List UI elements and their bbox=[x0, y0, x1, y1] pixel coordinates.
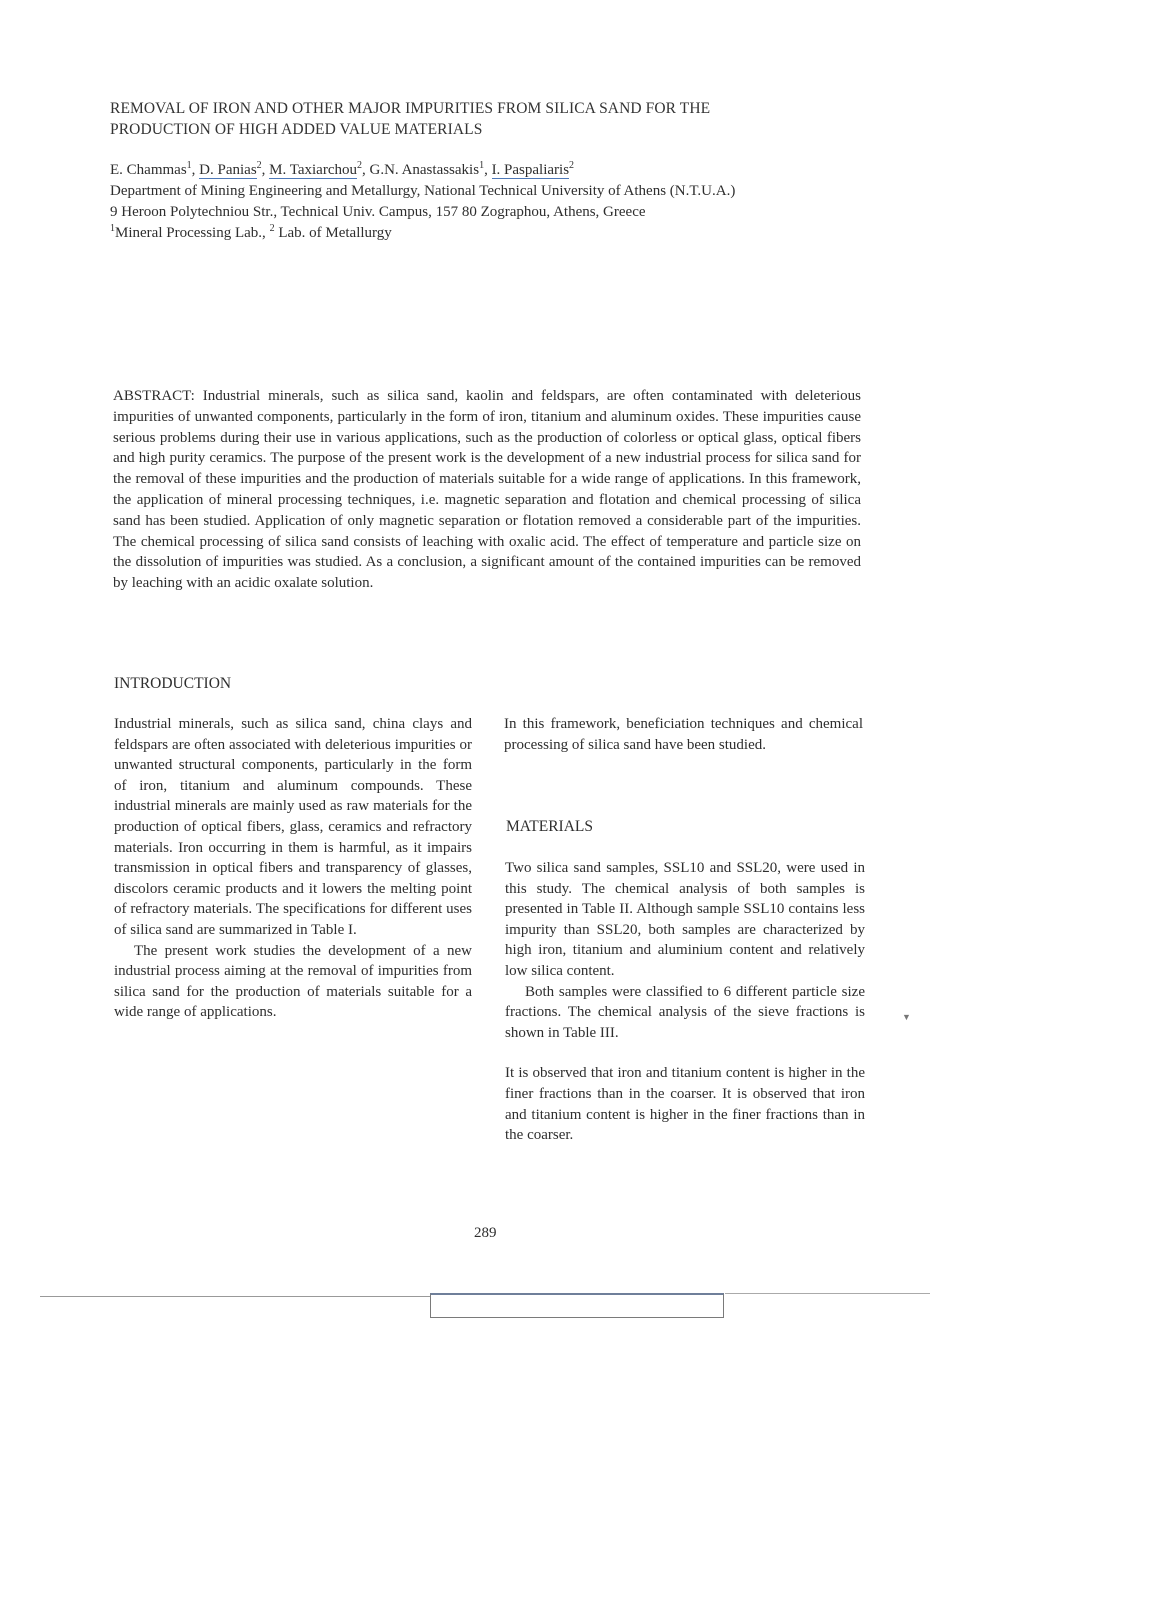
introduction-paragraph-3: In this framework, beneficiation techniques and chemical processing of silica sand have been studied. bbox=[504, 716, 863, 753]
paper-title bbox=[110, 98, 870, 140]
affiliation-labs bbox=[110, 223, 970, 244]
right-column-top bbox=[504, 714, 863, 755]
lab-name-2: Lab. of Metallurgy bbox=[274, 225, 392, 241]
scan-speck: ▼ bbox=[902, 1012, 911, 1022]
abstract: ABSTRACT: Industrial minerals, such as silica sand, kaolin and feldspars, are often contaminated with deleterious impurities of unwanted components, particularly in the form of iron, titanium and aluminum oxides. These impurities cause serious problems during their use in various applications, such as the production of colorless or optical glass, optical fibers and high purity ceramics. The purpose of the present work is the development of a new industrial process for silica sand for the removal of these impurities and the production of materials suitable for a wide range of applications. In this framework, the application of mineral processing techniques, i.e. magnetic separation and flotation and chemical processing of silica sand has been studied. Application of only magnetic separation or flotation removed a considerable part of the impurities. The chemical processing of silica sand consists of leaching with oxalic acid. The effect of temperature and particle size on the dissolution of impurities was studied. As a conclusion, a significant amount of the contained impurities can be removed by leaching with an acidic oxalate solution. bbox=[113, 388, 861, 592]
lab-mark-1: 1 bbox=[110, 223, 115, 234]
affiliation-department: Department of Mining Engineering and Metallurgy, National Technical University of Athens (N.T.U.A.) bbox=[110, 183, 736, 199]
lab-name-1: Mineral Processing Lab., bbox=[115, 225, 266, 241]
page-number: 289 bbox=[474, 1225, 497, 1241]
left-column bbox=[114, 714, 472, 1023]
author-list: E. Chammas$^1$, D. Panias$^2$, M. Taxiarchou$^2$, G.N. Anastassakis$^1$, I. Paspaliaris$^2$ bbox=[110, 160, 575, 178]
section-heading-materials: MATERIALS bbox=[506, 818, 593, 835]
author-name: G.N. Anastassakis bbox=[369, 162, 480, 178]
introduction-paragraph-2: The present work studies the development of a new industrial process aiming at the removal of impurities from silica sand for the production of materials suitable for a wide range of applications. bbox=[114, 942, 472, 1021]
scan-edge-line-right bbox=[725, 1293, 930, 1294]
title-line-2: PRODUCTION OF HIGH ADDED VALUE MATERIALS bbox=[110, 121, 483, 138]
section-heading-introduction: INTRODUCTION bbox=[114, 675, 232, 692]
author-name: M. Taxiarchou bbox=[269, 162, 357, 178]
scan-edge-line-left bbox=[40, 1296, 430, 1297]
author-name: E. Chammas bbox=[110, 162, 187, 178]
right-column-materials bbox=[505, 858, 865, 1146]
title-line-1: REMOVAL OF IRON AND OTHER MAJOR IMPURITIES FROM SILICA SAND FOR THE bbox=[110, 100, 711, 117]
author-affiliation-mark: 2 bbox=[356, 160, 362, 171]
affiliation-address: 9 Heroon Polytechniou Str., Technical Univ. Campus, 157 80 Zographou, Athens, Greece bbox=[110, 204, 646, 220]
introduction-paragraph-1: Industrial minerals, such as silica sand, china clays and feldspars are often associated with deleterious impurities or unwanted structural components, particularly in the form of iron, titanium and aluminum compounds. These industrial minerals are mainly used as raw materials for the production of optical fibers, glass, ceramics and refractory materials. Iron occurring in them is harmful, as it impairs transmission in optical fibers and transparency of glasses, discolors ceramic products and it lowers the melting point of refractory materials. The specifications for different uses of silica sand are summarized in Table I. bbox=[114, 716, 472, 938]
author-affiliation-mark: 1 bbox=[479, 160, 485, 171]
author-affiliation-mark: 2 bbox=[256, 160, 262, 171]
lab-mark-2: 2 bbox=[269, 223, 275, 234]
materials-paragraph-3: It is observed that iron and titanium content is higher in the finer fractions than in the coarser. It is observed that iron and titanium content is higher in the finer fractions than in the coarser. bbox=[505, 1065, 865, 1144]
materials-paragraph-2: Both samples were classified to 6 different particle size fractions. The chemical analysis of the sieve fractions is shown in Table III. bbox=[505, 983, 865, 1041]
author-name: D. Panias bbox=[199, 162, 257, 178]
materials-paragraph-1: Two silica sand samples, SSL10 and SSL20, were used in this study. The chemical analysis of both samples is presented in Table II. Although sample SSL10 contains less impurity than SSL20, both samples are characterized by high iron, titanium and aluminium content and relatively low silica content. bbox=[505, 860, 865, 979]
affiliation-block bbox=[110, 181, 970, 244]
author-name: I. Paspaliaris bbox=[491, 162, 570, 178]
author-affiliation-mark: 1 bbox=[186, 160, 192, 171]
author-affiliation-mark: 2 bbox=[569, 160, 575, 171]
scan-edge-box bbox=[430, 1293, 724, 1318]
